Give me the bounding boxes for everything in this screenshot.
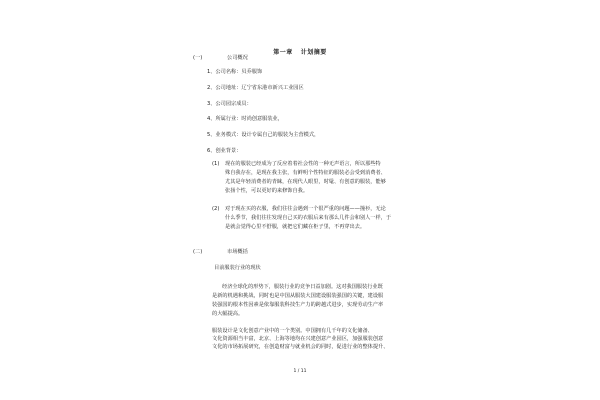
text-line: 是就会觉得心里不舒服，就把它们藏在柜子里，不再穿出去。 [225,224,366,230]
list-item: 2、公司地址：辽宁省东港市新兴工业园区 [207,85,304,91]
section-number: (一) [193,55,203,61]
section-heading-1 [193,54,248,63]
text-line: 文化资源相当丰富，北京、上海等地均在兴建创意产业园区，加强服装创意 [212,336,384,342]
text-line: 经济全球化的形势下，服装行业的竞争日益加剧。这对我国服装行业既 [222,284,383,290]
list-item: 4、所属行业：时尚创意服装业， [207,116,283,122]
chapter-heading: 计划摘要 [300,49,327,56]
text-line: 服装设计是文化创意产业中的一个类别。中国拥有几千年的文化储备、 [212,328,373,334]
text-line: 的大幅提高。 [212,311,244,317]
page-number: 1 / 11 [293,369,307,374]
text-line: 殊自我存在，是现在我主张，有鲜明个性特征的服装必会受到消费者、 [225,170,386,176]
text-line: 是新的机遇和挑战，同时也是中国从服装大国建设服装强国的关键，建设服 [212,293,384,299]
section-label: 公司概况 [227,55,248,61]
background-item-1 [212,160,381,169]
text-line: 什么季节，我们往往发现自己买的衣服后来有那么几件会和别人一样，于 [225,215,392,221]
list-item: 3、公司园宗成员： [207,101,252,107]
subheading: 目前服装行业的现状 [214,265,261,271]
item-number: (2) [212,206,220,212]
text-line: 对于现在买的衣服，我们往往会遇到一个很严重的问题——撞衫，无论 [225,206,386,212]
text-line: 现在的服装已经成为了反应着着社会性的一种无声语言，所以那些特 [225,161,381,167]
text-line: 尤其是年轻消费者的青睐，在现代人眼里，时髦、有创意的服装，能够 [225,179,386,185]
background-item-2 [212,205,386,214]
text-line: 张扬个性，可以更好的来修饰自我。 [225,188,309,194]
section-number: (二) [193,249,203,255]
chapter-title [0,47,600,56]
section-label: 市场概括 [227,249,248,255]
section-heading-2 [193,248,248,257]
list-item: 1、公司名称：贝乔服饰 [207,69,263,75]
text-line: 文化的市场拓展研究，在创造财富与就业机会的同时，促进行业的整体提升、 [212,344,389,350]
list-item: 6、创业背景： [207,148,242,154]
list-item: 5、业务模式：设计专属自己的服装为主营模式， [207,132,320,138]
chapter-number: 第一章 [273,49,293,56]
item-number: (1) [212,161,220,167]
text-line: 装强国的根本性因素是依靠服装科技生产力的跨越式进步，实现劳动生产率 [212,302,384,308]
